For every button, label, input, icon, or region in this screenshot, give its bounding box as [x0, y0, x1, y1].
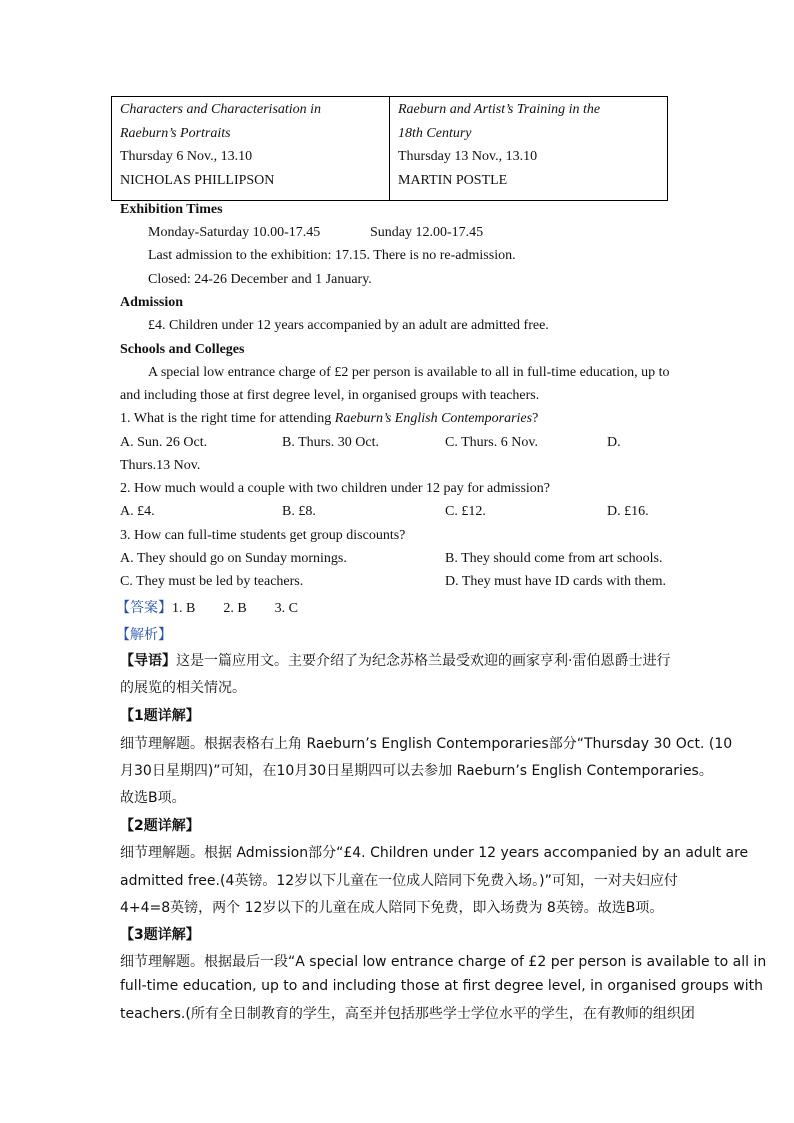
- question-1-title: Raeburn’s English Contemporaries: [334, 411, 533, 426]
- exhibition-last-admission: Last admission to the exhibition: 17.15. There is no re-admission.: [148, 248, 516, 263]
- lecture-cell-2: [390, 97, 668, 201]
- question-2-option-d: D. £16.: [607, 504, 649, 519]
- q1-explain-line1: 细节理解题。根据表格右上角 Raeburn’s English Contemporaries部分“Thursday 30 Oct. (10: [120, 736, 733, 752]
- question-1-option-a: A. Sun. 26 Oct.: [120, 435, 208, 450]
- lecture-speaker: NICHOLAS PHILLIPSON: [120, 172, 275, 188]
- guide-text: 这是一篇应用文。主要介绍了为纪念苏格兰最受欢迎的画家亨利·雷伯恩爵士进行的展览的相关情况。: [120, 653, 671, 696]
- admission-text: £4. Children under 12 years accompanied by an adult are admitted free.: [148, 318, 549, 333]
- answer-values: 1. B 2. B 3. C: [172, 601, 299, 616]
- q2-explain-label: 【2题详解】: [120, 818, 200, 834]
- lecture-title-line1: Characters and Characterisation in: [120, 102, 322, 117]
- lecture-speaker: MARTIN POSTLE: [398, 172, 508, 188]
- q2-explain-line3: 4+4=8英镑，两个 12岁以下的儿童在成人陪同下免费，即入场费为 8英镑。故选B项。: [120, 900, 664, 916]
- question-1-option-b: B. Thurs. 30 Oct.: [282, 435, 379, 450]
- question-3-option-c: C. They must be led by teachers.: [120, 574, 304, 589]
- question-1-option-d: D.: [607, 435, 621, 450]
- question-1-stem: [120, 411, 538, 427]
- q1-explain-line2: 月30日星期四)”可知，在10月30日星期四可以去参加 Raeburn’s English Contemporaries。: [120, 763, 713, 779]
- answer-label: 【答案】: [116, 600, 172, 616]
- question-3-stem: 3. How can full-time students get group discounts?: [120, 528, 406, 543]
- guide-paragraph: [120, 648, 677, 702]
- admission-heading: Admission: [120, 295, 184, 310]
- q2-explain-line2: admitted free.(4英镑。12岁以下儿童在一位成人陪同下免费入场。)”可知，一对夫妇应付: [120, 873, 678, 889]
- question-2-option-c: C. £12.: [445, 504, 486, 519]
- q3-explain-line2: full-time education, up to and including those at first degree level, in organised groups with: [120, 978, 763, 994]
- guide-label: 【导语】: [120, 653, 176, 669]
- q3-explain-line1: 细节理解题。根据最后一段“A special low entrance charge of £2 per person is available to all in: [120, 954, 767, 970]
- lecture-title-line1: Raeburn and Artist’s Training in the: [398, 102, 601, 117]
- question-1-option-c: C. Thurs. 6 Nov.: [445, 435, 538, 450]
- question-3-option-d: D. They must have ID cards with them.: [445, 574, 666, 589]
- lecture-date: Thursday 6 Nov., 13.10: [120, 149, 253, 164]
- q2-explain-line1: 细节理解题。根据 Admission部分“£4. Children under 12 years accompanied by an adult are: [120, 845, 749, 861]
- schools-line2: and including those at first degree level, in organised groups with teachers.: [120, 388, 540, 403]
- exhibition-heading: Exhibition Times: [120, 202, 223, 217]
- q1-explain-label: 【1题详解】: [120, 708, 200, 724]
- question-2-option-a: A. £4.: [120, 504, 155, 519]
- lecture-title-line2: Raeburn’s Portraits: [120, 125, 231, 141]
- lecture-date: Thursday 13 Nov., 13.10: [398, 149, 538, 164]
- question-1-prefix: 1. What is the right time for attending: [120, 411, 335, 426]
- lecture-table: [111, 96, 668, 201]
- question-3-option-b: B. They should come from art schools.: [445, 551, 663, 566]
- analysis-label: 【解析】: [116, 627, 172, 643]
- question-2-option-b: B. £8.: [282, 504, 316, 519]
- question-1-suffix: ?: [532, 411, 539, 426]
- q3-explain-label: 【3题详解】: [120, 927, 200, 943]
- lecture-title-line2: 18th Century: [398, 125, 472, 141]
- question-3-option-a: A. They should go on Sunday mornings.: [120, 551, 347, 566]
- schools-line1: A special low entrance charge of £2 per person is available to all in full-time education, up to: [148, 365, 670, 380]
- exhibition-sunday: Sunday 12.00-17.45: [370, 225, 484, 240]
- q1-explain-line3: 故选B项。: [120, 790, 186, 806]
- exhibition-weekdays: Monday-Saturday 10.00-17.45: [148, 225, 321, 240]
- lecture-cell-1: [112, 97, 390, 201]
- answer-line: [116, 597, 298, 617]
- exhibition-closed: Closed: 24-26 December and 1 January.: [148, 272, 372, 287]
- question-1-option-d-cont: Thurs.13 Nov.: [120, 458, 201, 473]
- question-2-stem: 2. How much would a couple with two children under 12 pay for admission?: [120, 481, 551, 496]
- schools-heading: Schools and Colleges: [120, 342, 245, 357]
- q3-explain-line3: teachers.(所有全日制教育的学生，高至并包括那些学士学位水平的学生，在有教师的组织团: [120, 1006, 695, 1022]
